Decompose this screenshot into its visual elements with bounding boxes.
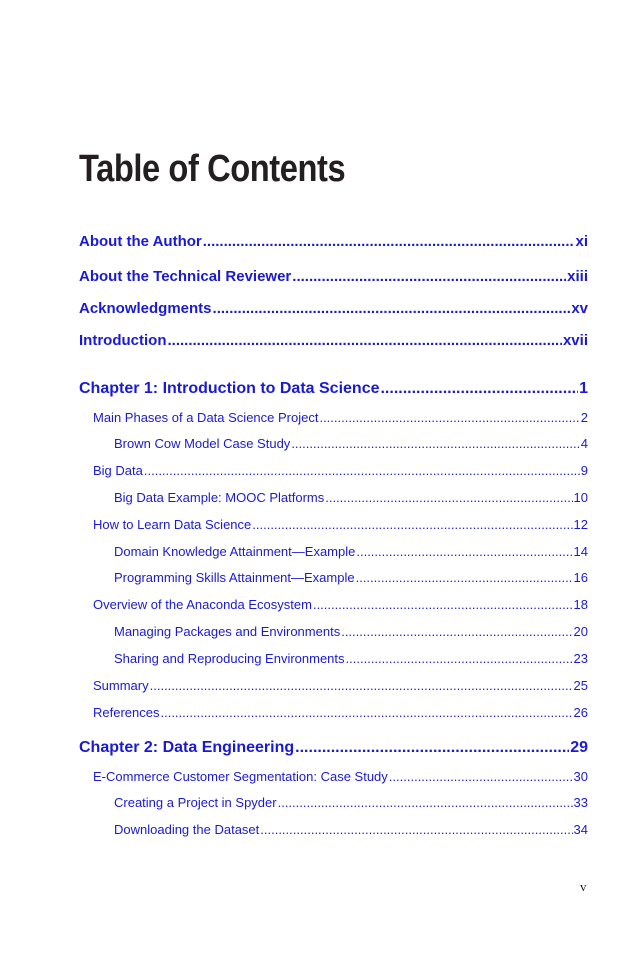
toc-entry[interactable]	[93, 678, 588, 693]
toc-chapter-page: 29	[570, 739, 588, 756]
toc-entry-page: 12	[573, 517, 588, 532]
dot-leader	[291, 436, 579, 451]
toc-entry-page: xv	[571, 300, 588, 317]
toc-entry-label: How to Learn Data Science	[93, 517, 252, 532]
dot-leader	[313, 597, 573, 612]
page-title: Table of Contents	[79, 148, 346, 190]
toc-entry-page: 2	[580, 410, 588, 425]
toc-entry-page: 26	[573, 705, 588, 720]
toc-entry-label: Big Data Example: MOOC Platforms	[114, 490, 325, 505]
dot-leader	[341, 624, 572, 639]
toc-entry-page: 30	[573, 769, 588, 784]
dot-leader	[380, 380, 578, 398]
toc-entry[interactable]	[114, 436, 588, 451]
toc-chapter-2[interactable]	[79, 739, 588, 757]
toc-entry-label: Creating a Project in Spyder	[114, 795, 277, 810]
toc-entry-label: Introduction	[79, 332, 167, 349]
dot-leader	[346, 651, 573, 666]
toc-entry-acknowledgments[interactable]	[79, 300, 588, 317]
toc-entry-label: References	[93, 705, 160, 720]
toc-entry-page: 34	[573, 822, 588, 837]
toc-entry-page: xvii	[562, 332, 588, 349]
toc-entry-technical-reviewer[interactable]	[79, 268, 588, 285]
toc-entry-page: 25	[573, 678, 588, 693]
toc-entry[interactable]	[114, 822, 588, 837]
dot-leader	[278, 795, 573, 810]
toc-entry-label: Programming Skills Attainment—Example	[114, 570, 355, 585]
toc-entry[interactable]	[93, 517, 588, 532]
toc-entry[interactable]	[93, 410, 588, 425]
page-number: v	[580, 879, 587, 894]
toc-entry-label: Downloading the Dataset	[114, 822, 260, 837]
dot-leader	[292, 268, 566, 285]
dot-leader	[325, 490, 572, 505]
toc-entry-label: Sharing and Reproducing Environments	[114, 651, 345, 666]
toc-entry[interactable]	[93, 705, 588, 720]
toc-entry-page: 4	[580, 436, 588, 451]
toc-entry[interactable]	[93, 463, 588, 478]
toc-entry-label: Summary	[93, 678, 149, 693]
toc-entry-page: xiii	[567, 268, 588, 285]
toc-entry-page: 18	[573, 597, 588, 612]
toc-entry[interactable]	[114, 624, 588, 639]
toc-entry-page: 16	[573, 570, 588, 585]
toc-entry-label: Managing Packages and Environments	[114, 624, 341, 639]
dot-leader	[160, 705, 572, 720]
dot-leader	[356, 544, 572, 559]
toc-chapter-page: 1	[579, 380, 588, 397]
toc-chapter-label: Chapter 2: Data Engineering	[79, 739, 295, 756]
dot-leader	[144, 463, 580, 478]
toc-entry-label: Acknowledgments	[79, 300, 212, 317]
toc-entry-page: 23	[573, 651, 588, 666]
toc-entry-label: Domain Knowledge Attainment—Example	[114, 544, 356, 559]
dot-leader	[252, 517, 572, 532]
toc-entry-about-author[interactable]	[79, 233, 588, 250]
toc-entry-page: 33	[573, 795, 588, 810]
toc-entry[interactable]	[114, 795, 588, 810]
toc-entry-label: Big Data	[93, 463, 143, 478]
dot-leader	[295, 739, 569, 757]
toc-entry-introduction[interactable]	[79, 332, 588, 349]
dot-leader	[260, 822, 572, 837]
dot-leader	[167, 332, 561, 349]
dot-leader	[319, 410, 579, 425]
toc-entry[interactable]	[93, 769, 588, 784]
dot-leader	[213, 300, 571, 317]
toc-entry-page: xi	[575, 233, 588, 250]
dot-leader	[203, 233, 575, 250]
dot-leader	[389, 769, 573, 784]
toc-entry-label: E-Commerce Customer Segmentation: Case Study	[93, 769, 388, 784]
toc-entry[interactable]	[114, 490, 588, 505]
toc-entry-page: 20	[573, 624, 588, 639]
toc-entry[interactable]	[114, 570, 588, 585]
toc-entry-label: Overview of the Anaconda Ecosystem	[93, 597, 312, 612]
dot-leader	[150, 678, 573, 693]
toc-entry-label: About the Author	[79, 233, 202, 250]
toc-entry-label: Main Phases of a Data Science Project	[93, 410, 319, 425]
toc-entry-label: About the Technical Reviewer	[79, 268, 292, 285]
dot-leader	[356, 570, 573, 585]
toc-entry-page: 9	[580, 463, 588, 478]
toc-chapter-label: Chapter 1: Introduction to Data Science	[79, 380, 380, 397]
toc-entry-label: Brown Cow Model Case Study	[114, 436, 291, 451]
toc-entry-page: 10	[573, 490, 588, 505]
toc-chapter-1[interactable]	[79, 380, 588, 398]
toc-entry-page: 14	[573, 544, 588, 559]
toc-entry[interactable]	[114, 651, 588, 666]
toc-entry[interactable]	[114, 544, 588, 559]
toc-entry[interactable]	[93, 597, 588, 612]
